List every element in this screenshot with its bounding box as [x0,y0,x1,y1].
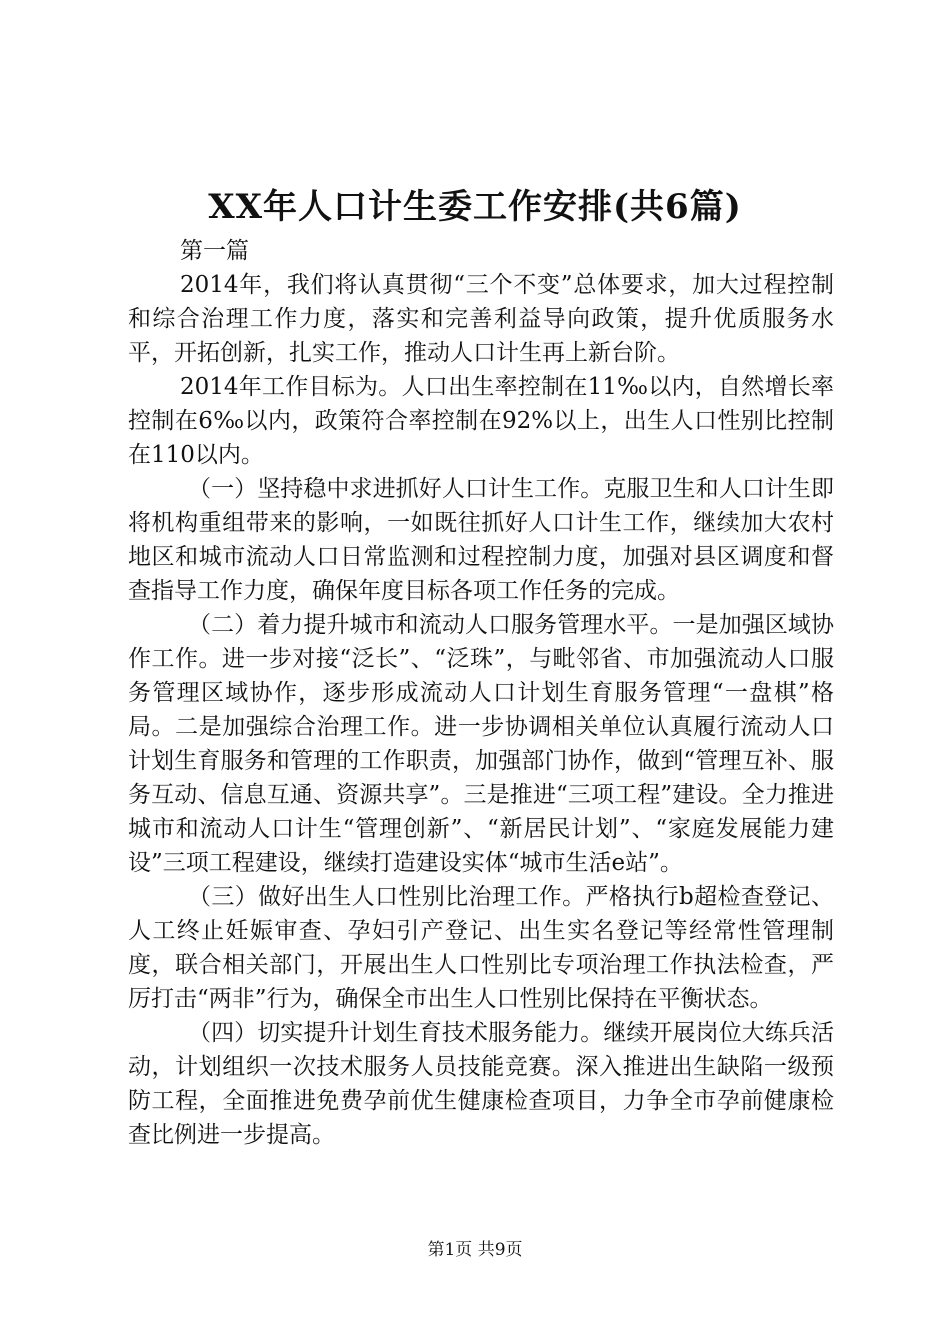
paragraph-intro: 2014年，我们将认真贯彻“三个不变”总体要求，加大过程控制和综合治理工作力度，落实和完善利益导向政策，提升优质服务水平，开拓创新，扎实工作，推动人口计生再上新台阶。 [128,272,834,366]
paragraph-item-2: （二）着力提升城市和流动人口服务管理水平。一是加强区域协作工作。进一步对接“泛长”、“泛珠”，与毗邻省、市加强流动人口服务管理区域协作，逐步形成流动人口计划生育服务管理“一盘棋”格局。二是加强综合治理工作。进一步协调相关单位认真履行流动人口计划生育服务和管理的工作职责，加强部门协作，做到“管理互补、服务互动、信息互通、资源共享”。三是推进“三项工程”建设。全力推进城市和流动人口计生“管理创新”、“新居民计划”、“家庭发展能力建设”三项工程建设，继续打造建设实体“城市生活e站”。 [128,612,834,876]
document-body [128,234,834,1152]
paragraph-item-3: （三）做好出生人口性别比治理工作。严格执行b超检查登记、人工终止妊娠审查、孕妇引产登记、出生实名登记等经常性管理制度，联合相关部门，开展出生人口性别比专项治理工作执法检查，严厉打击“两非”行为，确保全市出生人口性别比保持在平衡状态。 [128,884,834,1012]
section-label: 第一篇 [180,238,249,264]
paragraph-item-4: （四）切实提升计划生育技术服务能力。继续开展岗位大练兵活动，计划组织一次技术服务人员技能竞赛。深入推进出生缺陷一级预防工程，全面推进免费孕前优生健康检查项目，力争全市孕前健康检查比例进一步提高。 [128,1020,834,1148]
paragraph-targets: 2014年工作目标为。人口出生率控制在11‰以内，自然增长率控制在6‰以内，政策符合率控制在92%以上，出生人口性别比控制在110以内。 [128,374,834,468]
page-indicator: 第1页 共9页 [427,1240,523,1260]
paragraph-item-1: （一）坚持稳中求进抓好人口计生工作。克服卫生和人口计生即将机构重组带来的影响，一如既往抓好人口计生工作，继续加大农村地区和城市流动人口日常监测和过程控制力度，加强对县区调度和督查指导工作力度，确保年度目标各项工作任务的完成。 [128,476,834,604]
document-title: XX年人口计生委工作安排(共6篇) [208,187,742,227]
